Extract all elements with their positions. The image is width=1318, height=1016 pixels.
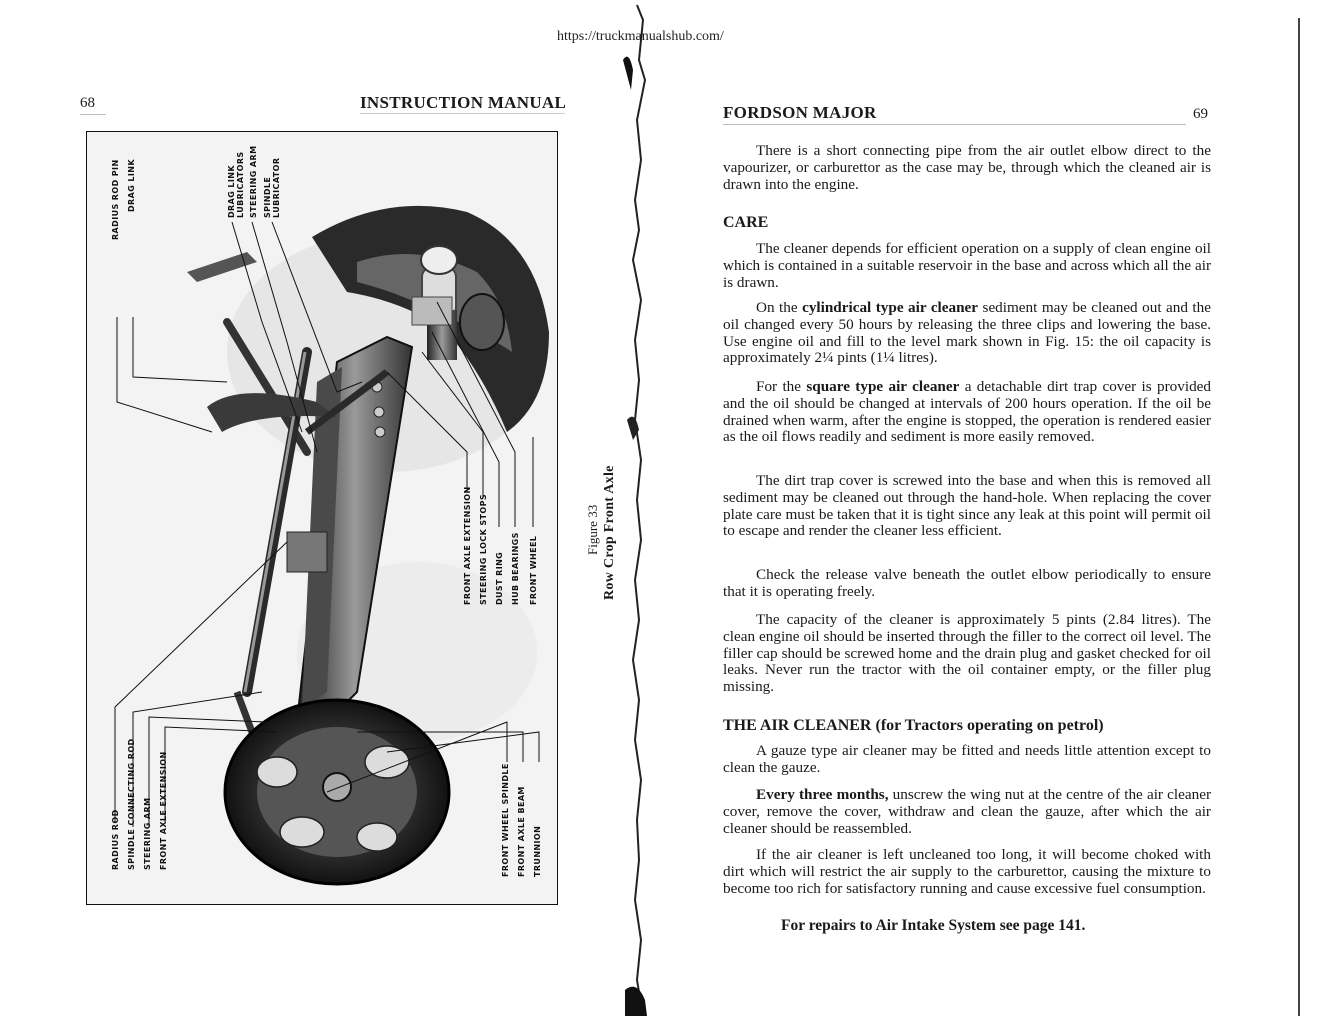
intro-text: There is a short connecting pipe from the air outlet elbow direct to the vapourizer, or carburettor as the case may be, through which the cleaned air is drawn into the engine. xyxy=(723,142,1211,193)
care-p2-post: sediment may be cleaned out and the oil changed every 50 hours by releasing the three clips and lowering the base. Use engine oil and fill to the level mark shown in Fig. 15: the oil capacity is approximately 2¼ pints (1¼ litres). xyxy=(723,299,1211,367)
care-p2-pre: On the xyxy=(756,299,803,316)
page-number-rule xyxy=(80,114,106,115)
figure-caption-number: Figure 33 xyxy=(585,504,600,555)
care-p6-text: The capacity of the cleaner is approximately 5 pints (2.84 litres). The clean engine oil should be inserted through the filler to the correct oil level. The filler cap should be screwed home and the drain plug and gasket checked for oil leaks. Never run the tractor with the oil container empty, or the filler plug missing. xyxy=(723,611,1211,696)
air-paragraph-2 xyxy=(723,787,1211,837)
care-p5-text: Check the release valve beneath the outlet elbow periodically to ensure that it is operating freely. xyxy=(723,566,1211,600)
care-p1-text: The cleaner depends for efficient operation on a supply of clean engine oil which is contained in a suitable reservoir in the base and across which all the air is drawn. xyxy=(723,240,1211,291)
air-cleaner-heading-sub: (for Tractors operating on petrol) xyxy=(875,717,1104,734)
running-head-left: INSTRUCTION MANUAL xyxy=(360,93,567,112)
label-front-wheel-spindle: FRONT WHEEL SPINDLE xyxy=(501,763,510,877)
care-paragraph-5 xyxy=(723,567,1211,601)
care-paragraph-3 xyxy=(723,379,1211,446)
air-p3-text: If the air cleaner is left uncleaned too long, it will become choked with dirt which will restrict the air supply to the carburettor, causing the mixture to become too rich for satisfactory running and cause excessive fuel consumption. xyxy=(723,846,1211,897)
care-p3-post: a detachable dirt trap cover is provided and the oil should be changed at intervals of 200 hours operation. If the oil be drained when warm, after the engine is stopped, the operation is rendered easier as the oil flows readily and sediment is more easily removed. xyxy=(723,378,1212,446)
air-p2-bold: Every three months, xyxy=(756,786,889,803)
label-trunnion: TRUNNION xyxy=(533,825,542,877)
care-p3-pre: For the xyxy=(756,378,807,395)
label-drag-link: DRAG LINK xyxy=(127,159,136,212)
air-p2-post: unscrew the wing nut at the centre of the air cleaner cover, remove the cover, withdraw and clean the gauze, after which the air cleaner should be reassembled. xyxy=(723,786,1211,837)
figure-caption-title: Row Crop Front Axle xyxy=(602,465,617,600)
label-front-axle-extension-bottom: FRONT AXLE EXTENSION xyxy=(159,751,168,870)
label-steering-arm-top: STEERING ARM xyxy=(249,145,258,218)
running-head-rule-right xyxy=(723,124,1186,125)
care-paragraph-2 xyxy=(723,300,1211,367)
label-hub-bearings: HUB BEARINGS xyxy=(511,532,520,605)
label-dust-ring: DUST RING xyxy=(495,551,504,605)
front-axle-figure xyxy=(86,131,558,905)
running-head-rule-left xyxy=(360,113,565,114)
label-steering-arm-bottom: STEERING ARM xyxy=(143,797,152,870)
label-spindle-lubricator: SPINDLE LUBRICATOR xyxy=(263,157,281,218)
label-front-wheel: FRONT WHEEL xyxy=(529,535,538,605)
label-front-axle-beam: FRONT AXLE BEAM xyxy=(517,786,526,877)
air-paragraph-3 xyxy=(723,847,1211,897)
care-paragraph-6 xyxy=(723,612,1211,696)
care-p2-bold: cylindrical type air cleaner xyxy=(802,299,979,316)
repairs-reference-note: For repairs to Air Intake System see page 141. xyxy=(781,917,1086,934)
page-edge-line xyxy=(1298,18,1300,1016)
page-number-left: 68 xyxy=(80,95,95,111)
label-radius-rod: RADIUS ROD xyxy=(111,809,120,870)
air-p1-text: A gauze type air cleaner may be fitted and needs little attention except to clean the gauze. xyxy=(723,742,1211,776)
care-paragraph-1 xyxy=(723,241,1211,291)
air-paragraph-1 xyxy=(723,743,1211,777)
label-steering-lock-stops: STEERING LOCK STOPS xyxy=(479,493,488,605)
label-spindle-connecting-rod: SPINDLE CONNECTING ROD xyxy=(127,738,136,870)
care-heading: CARE xyxy=(723,214,769,231)
binding-gutter xyxy=(615,0,655,1016)
air-cleaner-heading-main: THE AIR CLEANER xyxy=(723,717,872,734)
label-radius-rod-pin: RADIUS ROD PIN xyxy=(111,159,120,240)
page-number-right: 69 xyxy=(1193,106,1208,122)
intro-paragraph xyxy=(723,143,1211,193)
care-p3-bold: square type air cleaner xyxy=(806,378,960,395)
label-drag-link-lubricators: DRAG LINK LUBRICATORS xyxy=(227,151,245,218)
running-head-right: FORDSON MAJOR xyxy=(723,103,877,122)
care-p4-text: The dirt trap cover is screwed into the base and when this is removed all sediment may be cleaned out through the hand-hole. When replacing the cover plate care must be taken that it is tight since any leak at this point will permit oil to escape and render the cleaner less efficient. xyxy=(723,472,1211,540)
air-cleaner-heading xyxy=(723,717,1104,735)
care-paragraph-4 xyxy=(723,473,1211,540)
page-url: https://truckmanualshub.com/ xyxy=(557,29,724,44)
label-front-axle-extension-top: FRONT AXLE EXTENSION xyxy=(463,486,472,605)
